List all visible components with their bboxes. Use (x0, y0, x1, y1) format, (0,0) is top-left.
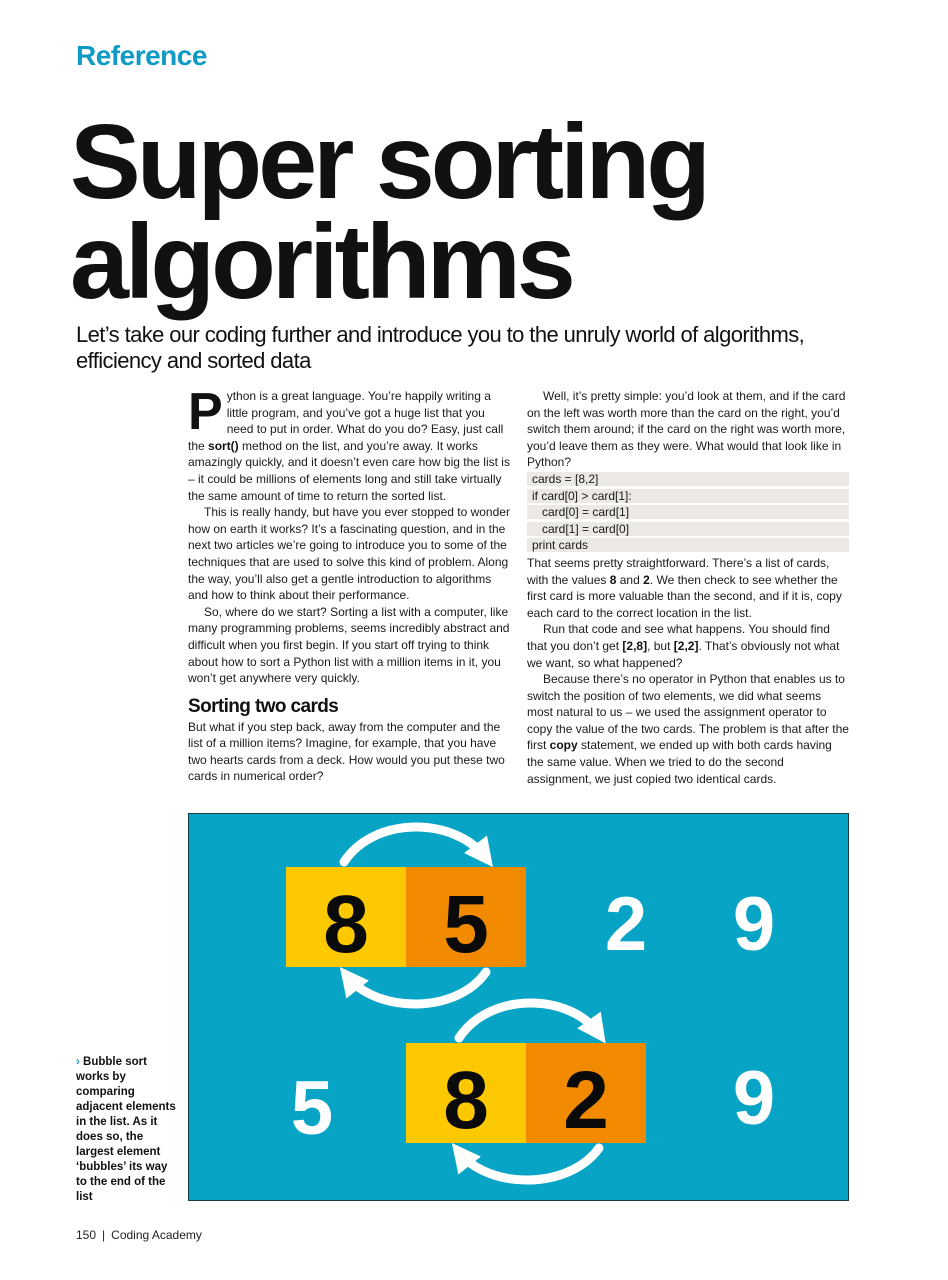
swap-arrow-icon (459, 1148, 599, 1180)
figure-digit: 9 (732, 1056, 776, 1141)
figure-digit: 5 (290, 1066, 334, 1151)
drop-cap: P (188, 383, 223, 441)
paragraph: Because there’s no operator in Python that enables us to switch the position of two elements, we did what seems most natural to us – we used the assignment operator to copy the value of the two cards. The problem is that after the first copy statement, we ended up with both cards having the same value. When we tried to do the second assignment, we just copied two identical cards. (527, 672, 849, 786)
figure-digit: 2 (563, 1055, 609, 1146)
paragraph: But what if you step back, away from the computer and the list of a million items? Imagine, for example, that you have two hearts cards from a deck. How would you put these two cards in numerical order? (188, 719, 505, 784)
page-number: 150 (76, 1228, 97, 1242)
intro-paragraph: Python is a great language. You’re happily writing a little program, and you’ve got a huge list that you need to put in order. What do you do? Easy, just call the sort() method on the list, and you’re away. It works amazingly quickly, and it doesn’t even care how big the list is – it could be millions of elements long and still take virtually the same amount of time to return the sorted list. (188, 383, 510, 503)
page-footer (76, 1228, 202, 1242)
swap-arrow-icon (344, 827, 486, 862)
title-line-1: Super sorting (70, 103, 708, 221)
article-title (70, 103, 890, 321)
code-line: cards = [8,2] (527, 472, 849, 486)
right-column (527, 388, 849, 787)
footer-separator: | (102, 1228, 106, 1242)
figure-digit: 2 (604, 882, 648, 967)
figure-digit: 9 (732, 882, 776, 967)
code-line: card[1] = card[0] (527, 522, 849, 536)
paragraph: So, where do we start? Sorting a list with a computer, like many programming problems, seems incredibly abstract and difficult when you first begin. If you start off trying to think about how to sort a Python list with a million items in it, you won’t get anywhere very quickly. (188, 604, 510, 686)
bubble-sort-diagram (189, 814, 850, 1202)
figure-digit: 8 (323, 879, 369, 970)
paragraph: Well, it’s pretty simple: you’d look at them, and if the card on the left was worth more than the card on the right, you’d switch them around; if the card on the right was worth more, you’d leave them as they were. What would that look like in Python? (527, 389, 846, 470)
bubble-sort-figure (188, 813, 849, 1201)
publication-name: Coding Academy (111, 1228, 202, 1242)
figure-digit: 5 (443, 879, 489, 970)
paragraph: That seems pretty straightforward. There’s a list of cards, with the values 8 and 2. We then check to see whether the first card is more valuable than the second, and if it is, copy each card to the correct location in the list. (527, 555, 842, 620)
code-line: print cards (527, 538, 849, 552)
inline-code-sort: sort() (208, 438, 239, 453)
section-label: Reference (76, 40, 207, 71)
title-line-2: algorithms (70, 203, 572, 321)
code-line: if card[0] > card[1]: (527, 489, 849, 503)
swap-arrow-icon (459, 1003, 599, 1038)
figure-caption: › Bubble sort works by comparing adjacent elements in the list. As it does so, the largest element ‘bubbles’ its way to the end of the list (76, 1056, 176, 1203)
figure-digit: 8 (443, 1055, 489, 1146)
chevron-right-icon: › (76, 1056, 80, 1068)
swap-arrow-icon (347, 972, 486, 1004)
subheading: Sorting two cards (188, 695, 339, 717)
article-subtitle: Let’s take our coding further and introduce you to the unruly world of algorithms, efficiency and sorted data (76, 322, 805, 373)
paragraph: This is really handy, but have you ever stopped to wonder how on earth it works? It’s a fascinating question, and in the next two articles we’re going to introduce you to some of the techniques that are used to solve this kind of problem. Along the way, you’ll also get a gentle introduction to algorithms and how to think about their performance. (188, 505, 510, 603)
code-line: card[0] = card[1] (527, 505, 849, 519)
paragraph: Run that code and see what happens. You should find that you don’t get [2,8], but [2,2]. That’s obviously not what we want, so what happened? (527, 622, 840, 670)
left-column (188, 383, 510, 785)
